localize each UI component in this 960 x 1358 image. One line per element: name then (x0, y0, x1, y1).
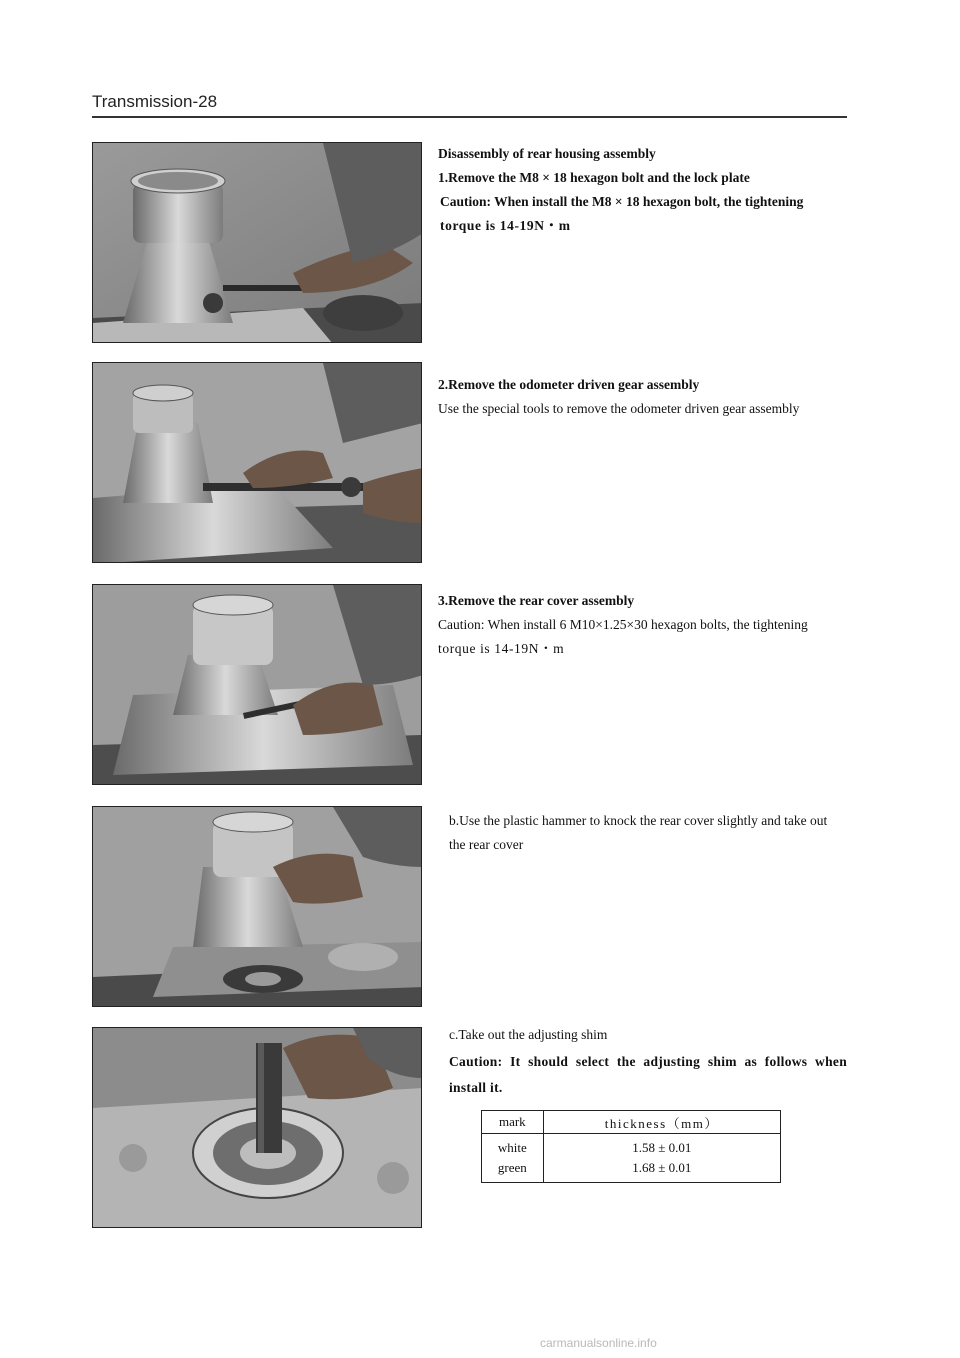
step-2-title: 2.Remove the odometer driven gear assembly (438, 377, 700, 392)
step-1-caution: Caution: When install the M8 × 18 hexagon bolt, the tightening (440, 194, 804, 209)
step-1-caution-cont: torque is 14-19N・m (440, 218, 571, 233)
header-mark: mark (482, 1111, 544, 1134)
section-4-text (449, 809, 849, 857)
step-3-title: 3.Remove the rear cover assembly (438, 593, 635, 608)
thickness-white: 1.58 ± 0.01 (632, 1140, 692, 1155)
page-header-title: Transmission-28 (92, 92, 218, 111)
photo-remove-rear-cover (92, 584, 422, 785)
section-3-text (438, 589, 848, 661)
mark-cell (482, 1134, 544, 1183)
footer-watermark: carmanualsonline.info (540, 1336, 657, 1350)
step-b-title: b.Use the plastic hammer to knock the rear cover slightly and take out (449, 813, 828, 828)
section-heading: Disassembly of rear housing assembly (438, 146, 656, 161)
section-2-text (438, 373, 848, 421)
step-1-title: 1.Remove the M8 × 18 hexagon bolt and the lock plate (438, 170, 750, 185)
section-5-text (449, 1023, 847, 1101)
photo-remove-bolt-lock-plate (92, 142, 422, 343)
table-header-row (482, 1111, 781, 1134)
mark-green: green (497, 1160, 527, 1175)
header-thickness: thickness（mm） (543, 1111, 780, 1134)
mark-white: white (497, 1140, 527, 1155)
step-c-title: c.Take out the adjusting shim (449, 1027, 608, 1042)
thickness-green: 1.68 ± 0.01 (632, 1160, 692, 1175)
thickness-cell (543, 1134, 780, 1183)
table-row (482, 1134, 781, 1183)
step-b-title-cont: the rear cover (449, 837, 524, 852)
photo-knock-rear-cover (92, 806, 422, 1007)
photo-adjusting-shim (92, 1027, 422, 1228)
step-3-caution: Caution: When install 6 M10×1.25×30 hexagon bolts, the tightening (438, 617, 808, 632)
step-2-body: Use the special tools to remove the odometer driven gear assembly (438, 401, 800, 416)
section-1-text (438, 142, 848, 238)
step-c-caution: Caution: It should select the adjusting shim as follows when install it. (449, 1054, 847, 1095)
photo-remove-odometer-gear (92, 362, 422, 563)
shim-thickness-table (481, 1110, 781, 1183)
step-3-caution-cont: torque is 14-19N・m (438, 641, 565, 656)
header-divider (92, 116, 847, 118)
